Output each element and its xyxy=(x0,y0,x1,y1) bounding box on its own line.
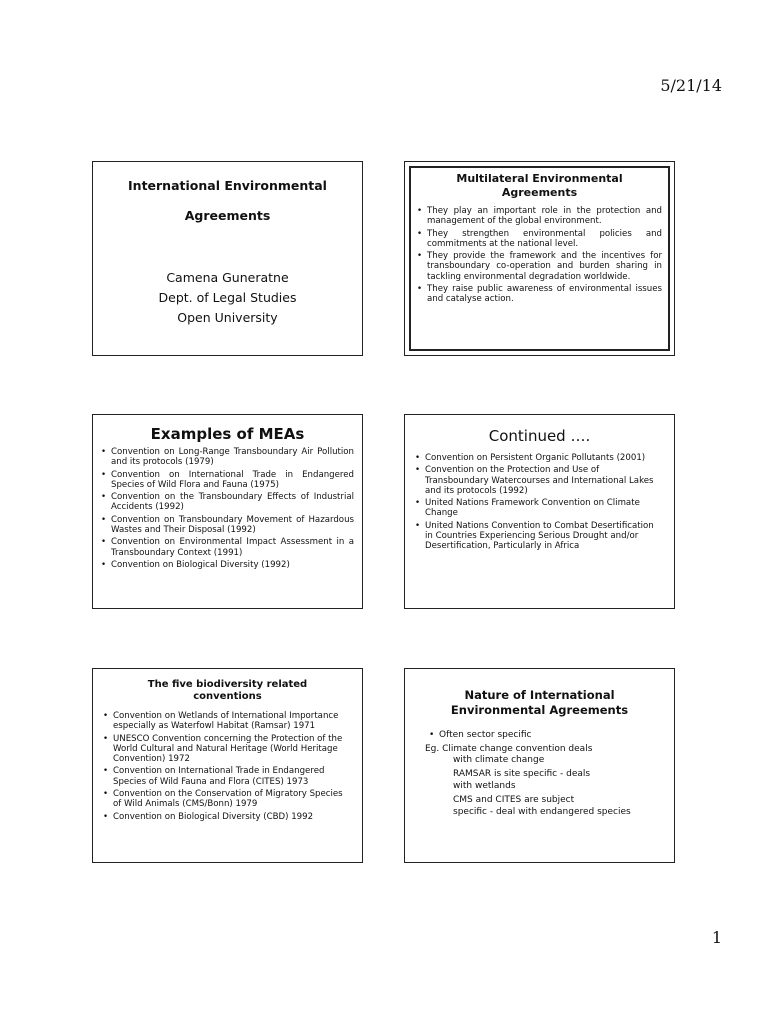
list-item: • Convention on the Transboundary Effects of Industrial Accidents (1992) xyxy=(101,492,354,513)
slide-heading: Multilateral Environmental Agreements xyxy=(456,172,623,199)
slide-heading: Examples of MEAs xyxy=(150,425,305,443)
list-item: • They raise public awareness of environmental issues and catalyse action. xyxy=(417,284,662,305)
bullet-list xyxy=(103,711,348,824)
slide-multilateral-agreements xyxy=(404,161,675,356)
slide-title-line-1: International Environmental xyxy=(128,178,327,193)
list-item: • United Nations Framework Convention on Climate Change xyxy=(415,498,660,519)
list-item: • Convention on Environmental Impact Assessment in a Transboundary Context (1991) xyxy=(101,537,354,558)
list-item: • Often sector specific xyxy=(429,729,664,741)
list-item: • Convention on the Conservation of Migratory Species of Wild Animals (CMS/Bonn) 1979 xyxy=(103,789,348,810)
bullet-list xyxy=(429,729,664,743)
text-line: with climate change xyxy=(453,755,545,765)
bullet-list xyxy=(417,206,662,307)
slide-continued xyxy=(404,414,675,609)
list-item: • Convention on Transboundary Movement of Hazardous Wastes and Their Disposal (1992) xyxy=(101,515,354,536)
bullet-list xyxy=(415,453,660,554)
text-line: Eg. Climate change convention deals xyxy=(425,744,593,754)
list-item: • They provide the framework and the incentives for transboundary co-operation and burden sharing in tackling environmental degradation worldwide. xyxy=(417,251,662,282)
slide-inner-frame xyxy=(409,166,670,351)
author-department: Dept. of Legal Studies xyxy=(158,290,297,305)
list-item: • Convention on Biological Diversity (1992) xyxy=(101,560,354,570)
text-line: with wetlands xyxy=(453,781,516,791)
page-number: 1 xyxy=(711,928,722,947)
list-item: • Convention on Wetlands of International Importance especially as Waterfowl Habitat (Ramsar) 1971 xyxy=(103,711,348,732)
author-university: Open University xyxy=(177,310,278,325)
text-line: RAMSAR is site specific - deals xyxy=(453,769,591,779)
list-item: • Convention on International Trade in Endangered Species of Wild Flora and Fauna (1975) xyxy=(101,470,354,491)
slide-heading-line-2: Environmental Agreements xyxy=(450,703,629,717)
text-line: specific - deal with endangered species xyxy=(453,807,631,817)
slide-heading: Continued …. xyxy=(488,427,591,445)
text-line: CMS and CITES are subject xyxy=(453,795,575,805)
list-item: • United Nations Convention to Combat Desertification in Countries Experiencing Serious Drought and/or Desertification, Particularly in Africa xyxy=(415,521,660,552)
slide-nature-of-agreements xyxy=(404,668,675,863)
slide-biodiversity-conventions xyxy=(92,668,363,863)
slide-title-line-2: Agreements xyxy=(184,208,271,223)
author-name: Camena Guneratne xyxy=(166,270,289,285)
list-item: • Convention on the Protection and Use of Transboundary Watercourses and International Lakes and its protocols (1992) xyxy=(415,465,660,496)
slide-title xyxy=(92,161,363,356)
list-item: • They strengthen environmental policies and commitments at the national level. xyxy=(417,229,662,250)
list-item: • Convention on International Trade in Endangered Species of Wild Fauna and Flora (CITES) 1973 xyxy=(103,766,348,787)
list-item: • UNESCO Convention concerning the Protection of the World Cultural and Natural Heritage (World Heritage Convention) 1972 xyxy=(103,734,348,765)
slide-examples-of-meas xyxy=(92,414,363,609)
bullet-list xyxy=(101,447,354,572)
list-item: • They play an important role in the protection and management of the global environment. xyxy=(417,206,662,227)
slide-heading-line-1: The five biodiversity related xyxy=(147,679,308,690)
list-item: • Convention on Persistent Organic Pollutants (2001) xyxy=(415,453,660,463)
slide-heading-line-1: Nature of International xyxy=(464,688,615,702)
list-item: • Convention on Biological Diversity (CBD) 1992 xyxy=(103,812,348,822)
slide-heading-line-2: conventions xyxy=(193,691,262,702)
page-date: 5/21/14 xyxy=(660,76,722,95)
list-item: • Convention on Long-Range Transboundary Air Pollution and its protocols (1979) xyxy=(101,447,354,468)
